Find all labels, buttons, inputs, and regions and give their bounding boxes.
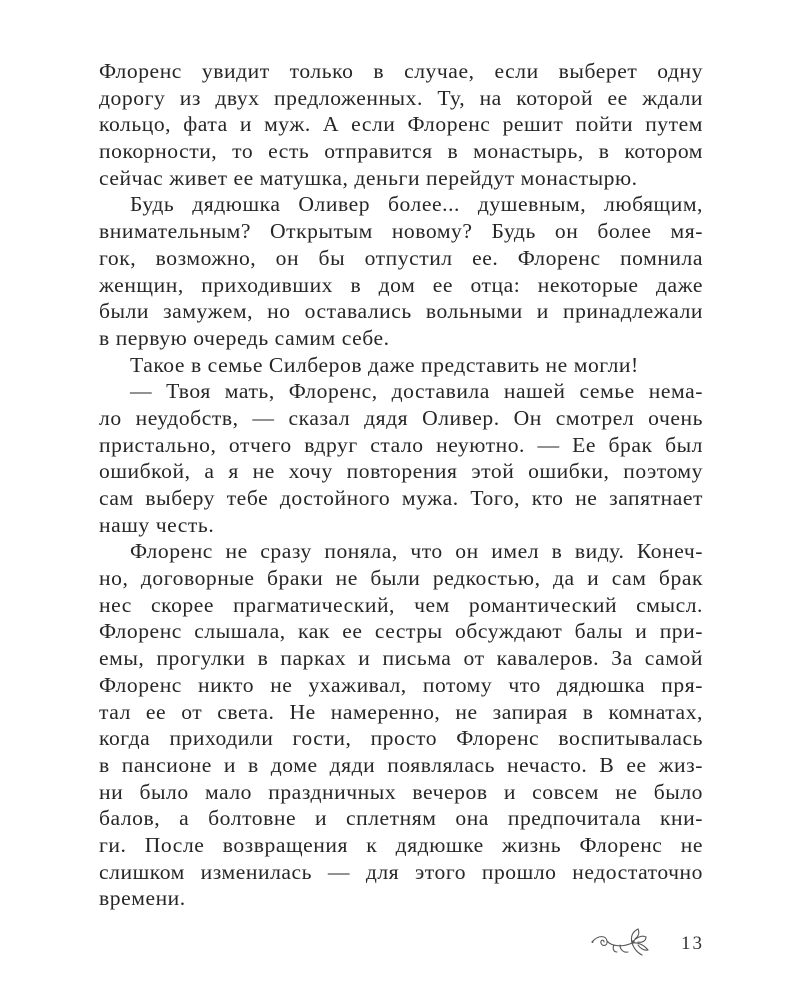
text-line: внимательным? Открытым новому? Будь он более мя-: [99, 219, 703, 244]
text-line: кольцо, фата и муж. А если Флоренс решит пойти путем: [99, 112, 703, 137]
text-line: но, договорные браки не были редкостью, да и сам брак: [99, 566, 703, 591]
text-line: ошибкой, а я не хочу повторения этой ошибки, поэтому: [99, 459, 703, 484]
text-line: гок, возможно, он бы отпустил ее. Флоренс помнила: [99, 245, 703, 270]
text-line: сейчас живет ее матушка, деньги перейдут монастырю.: [99, 165, 638, 190]
text-line: ло неудобств, — сказал дядя Оливер. Он смотрел очень: [99, 405, 703, 430]
text-line: были замужем, но оставались вольными и принадлежали: [99, 299, 703, 324]
text-line: Флоренс не сразу поняла, что он имел в виду. Конеч-: [130, 539, 703, 564]
text-line: сам выберу тебе достойного мужа. Того, кто не запятнает: [99, 486, 703, 510]
body-text: [99, 58, 703, 912]
text-line: слишком изменилась — для этого прошло недостаточно: [99, 859, 703, 884]
text-line: — Твоя мать, Флоренс, доставила нашей семье нема-: [130, 379, 703, 404]
text-line: покорности, то есть отправится в монастырь, в котором: [99, 139, 703, 164]
text-line: Такое в семье Силберов даже представить не могли!: [130, 352, 639, 377]
text-line: нашу честь.: [99, 512, 215, 537]
text-line: дорогу из двух предложенных. Ту, на которой ее ждали: [99, 85, 703, 110]
text-line: в пансионе и в доме дяди появлялась нечасто. В ее жиз-: [99, 752, 703, 777]
text-line: пристально, отчего вдруг стало неуютно. — Ее брак был: [99, 432, 703, 457]
text-line: нес скорее прагматический, чем романтический смысл.: [99, 592, 703, 617]
text-line: емы, прогулки в парках и письма от кавалеров. За самой: [99, 646, 703, 671]
text-line: когда приходили гости, просто Флоренс воспитывалась: [99, 726, 703, 751]
text-line: ни было мало праздничных вечеров и совсем не было: [99, 779, 703, 804]
text-line: Флоренс никто не ухаживал, потому что дядюшка пря-: [99, 672, 703, 697]
text-line: женщин, приходивших в дом ее отца: некоторые даже: [99, 272, 703, 297]
text-line: балов, а болтовне и сплетням она предпочитала кни-: [99, 806, 703, 831]
text-line: Флоренс слышала, как ее сестры обсуждают балы и при-: [99, 619, 703, 644]
text-line: ги. После возвращения к дядюшке жизнь Флоренс не: [99, 832, 703, 857]
text-line: Флоренс увидит только в случае, если выберет одну: [99, 59, 703, 83]
page-footer: [590, 925, 710, 965]
text-line: тал ее от света. Не намеренно, не запирая в комнатах,: [99, 699, 703, 724]
page-number: 13: [681, 933, 704, 954]
floral-ornament-icon: [590, 925, 670, 961]
text-line: времени.: [99, 886, 186, 911]
text-line: Будь дядюшка Оливер более... душевным, любящим,: [130, 192, 703, 217]
text-line: в первую очередь самим себе.: [99, 325, 390, 350]
